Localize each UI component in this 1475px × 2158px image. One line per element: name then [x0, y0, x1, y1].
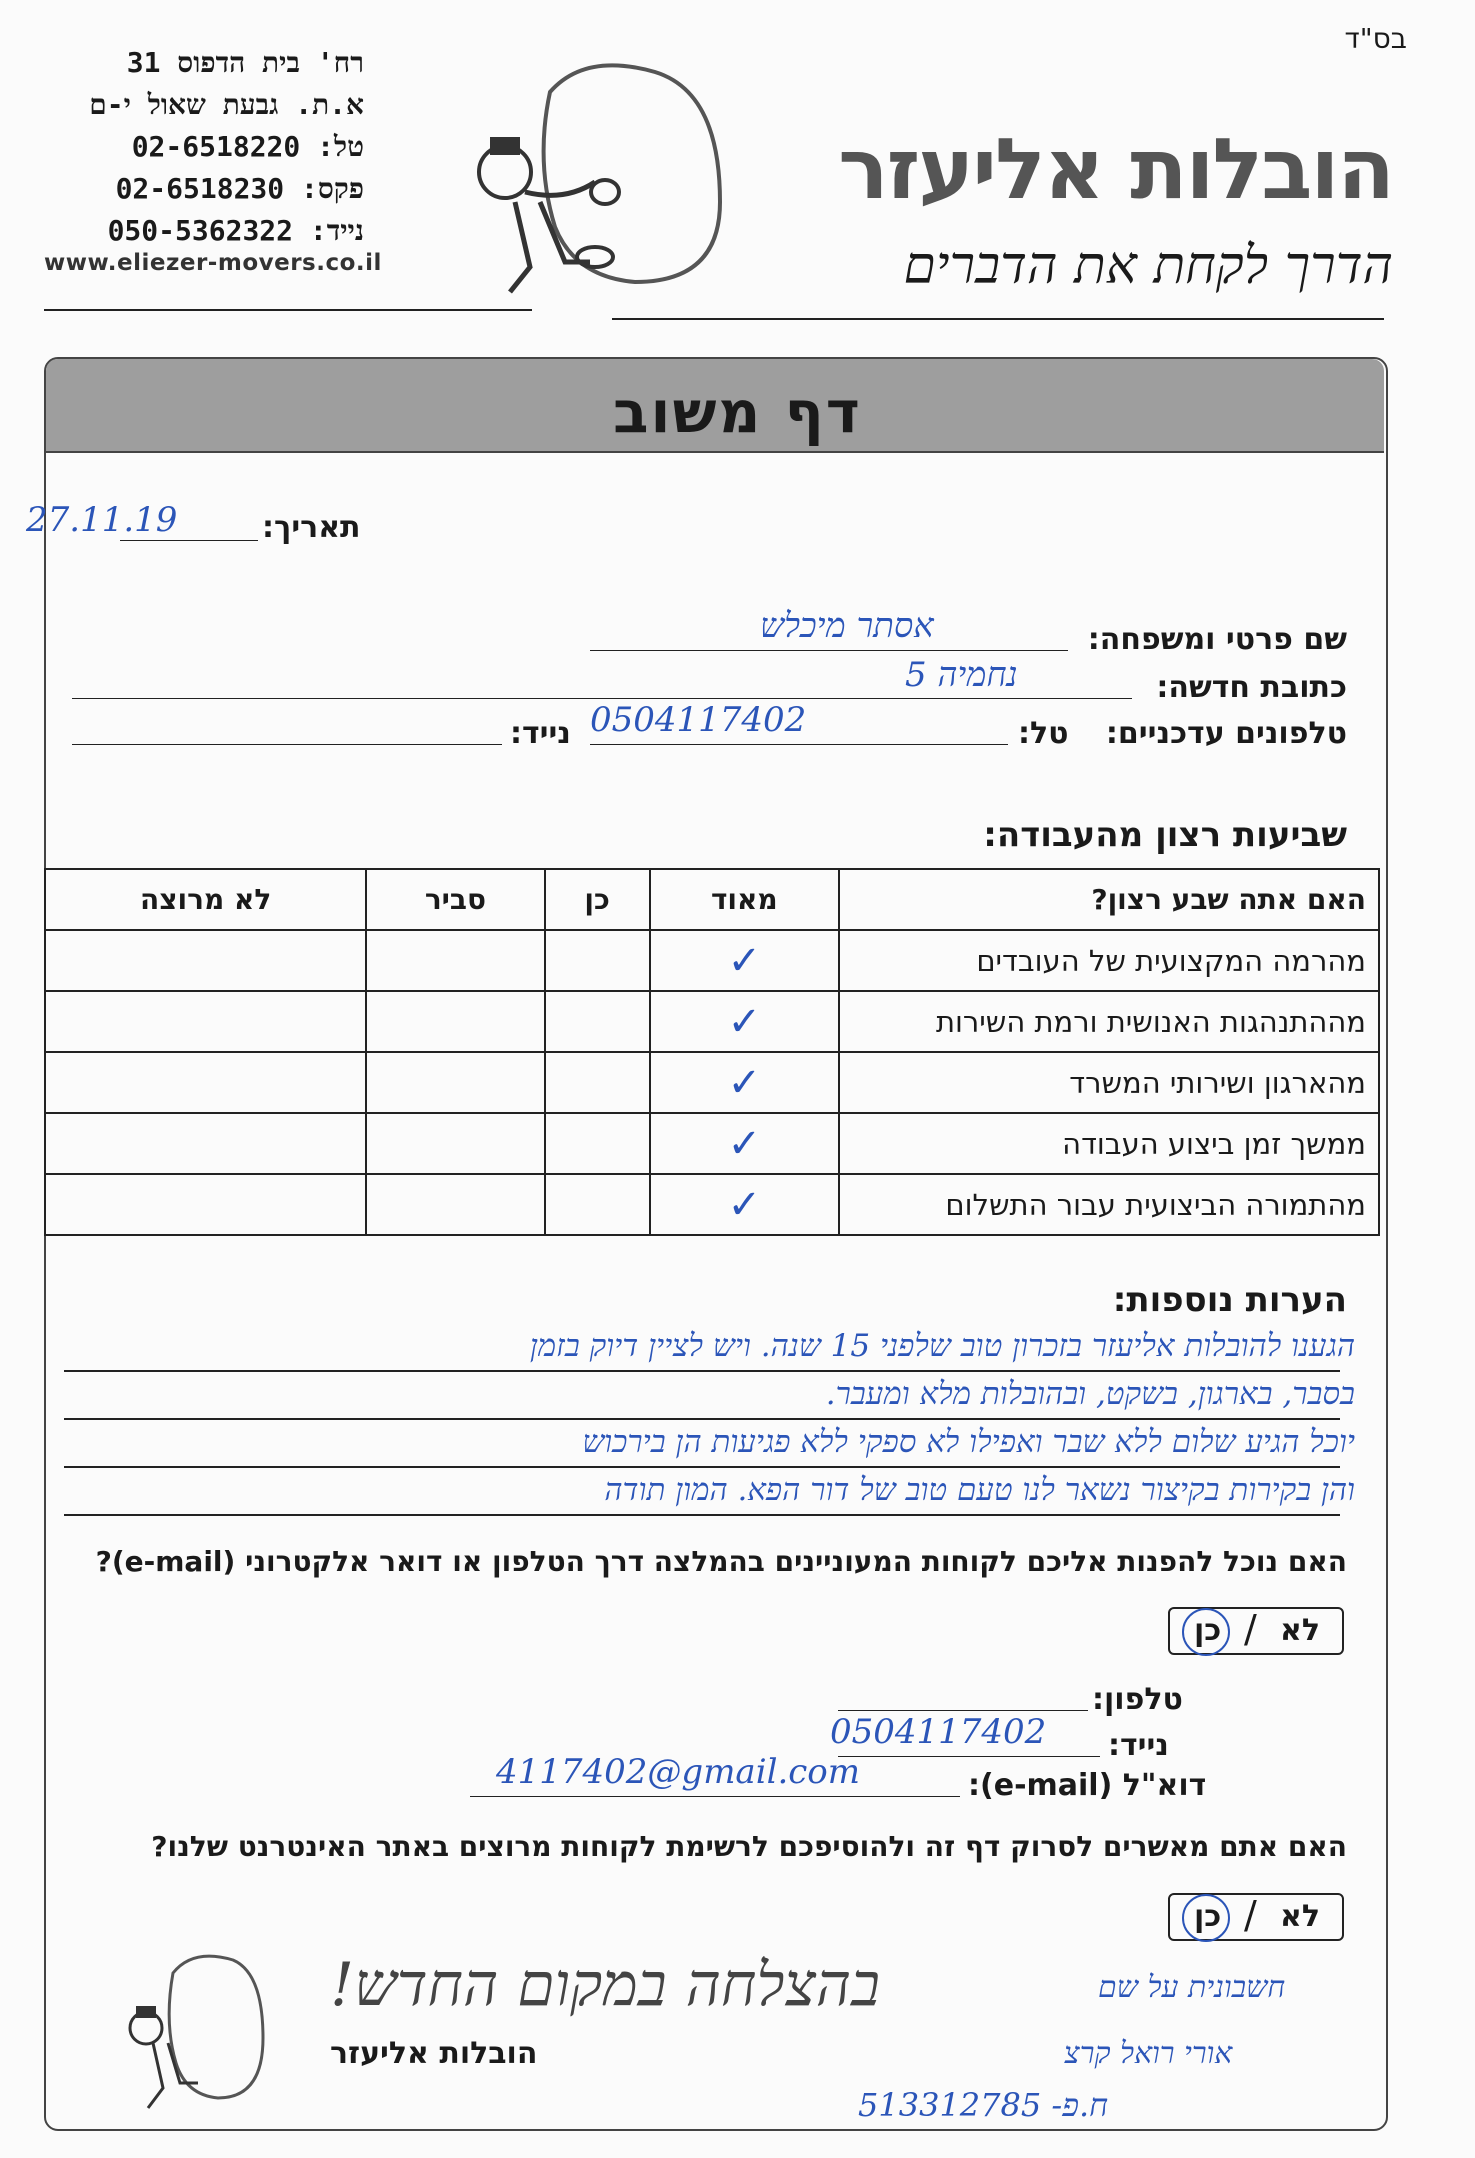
header-divider-right — [612, 318, 1384, 320]
check-cell-very[interactable]: ✓ — [650, 930, 839, 991]
question-cell: מההתנהגות האנושית ורמת השירות — [839, 991, 1379, 1052]
check-cell-not-satisfied[interactable] — [45, 991, 366, 1052]
mobile-number: נייד: 050-5362322 — [107, 214, 364, 247]
referral-phone-line — [838, 1710, 1088, 1711]
table-row — [45, 1052, 1379, 1113]
referral-mobile-value[interactable]: 0504117402 — [830, 1712, 1047, 1752]
question-cell: מהתמורה הביצועית עבור התשלום — [839, 1174, 1379, 1235]
note-line-2 — [64, 1418, 1340, 1420]
referral-phone-label: טלפון: — [1092, 1682, 1183, 1717]
table-row — [45, 1174, 1379, 1235]
check-cell-not-satisfied[interactable] — [45, 930, 366, 991]
notes-heading: הערות נוספות: — [1112, 1280, 1347, 1320]
satisfaction-heading: שביעות רצון מהעבודה: — [983, 815, 1347, 855]
referral-question: האם נוכל להפנות אליכם לקוחות המעוניינים בהמלצה דרך הטלפון או דואר אלקטרוני (e-mail)? — [95, 1545, 1347, 1578]
referral-mobile-line — [838, 1756, 1100, 1757]
name-label: שם פרטי ומשפחה: — [1087, 622, 1347, 657]
address-line — [72, 698, 1132, 699]
check-cell-reasonable[interactable] — [366, 1052, 544, 1113]
table-row — [45, 991, 1379, 1052]
name-value[interactable]: אסתר מיכלש — [760, 606, 934, 646]
tel-line — [590, 744, 1008, 745]
yes-option[interactable]: כן — [1194, 1899, 1222, 1934]
note-line-4 — [64, 1514, 1340, 1516]
table-row — [45, 930, 1379, 991]
check-cell-very[interactable]: ✓ — [650, 1174, 839, 1235]
referral-email-value[interactable]: 4117402@gmail.com — [496, 1752, 861, 1792]
option-separator: / — [1244, 1893, 1257, 1937]
invoice-note-line-1[interactable]: חשבונית על שם — [1098, 1970, 1286, 2005]
question-cell: מהארגון ושירותי המשרד — [839, 1052, 1379, 1113]
question-cell: מהרמה המקצועית של העובדים — [839, 930, 1379, 991]
check-cell-yes[interactable] — [545, 1052, 650, 1113]
check-cell-reasonable[interactable] — [366, 930, 544, 991]
mobile-label: נייד: — [510, 716, 571, 751]
referral-email-label: דוא"ל (e-mail): — [968, 1768, 1207, 1803]
phone-number: טל: 02-6518220 — [131, 130, 364, 163]
note-line-1 — [64, 1370, 1340, 1372]
check-cell-not-satisfied[interactable] — [45, 1052, 366, 1113]
column-header-not-satisfied: לא מרוצה — [45, 869, 366, 930]
no-option[interactable]: לא — [1280, 1613, 1320, 1648]
referral-mobile-label: נייד: — [1108, 1728, 1169, 1763]
check-cell-yes[interactable] — [545, 1113, 650, 1174]
check-cell-very[interactable]: ✓ — [650, 1113, 839, 1174]
check-cell-yes[interactable] — [545, 991, 650, 1052]
column-header-question: האם אתה שבע רצון? — [839, 869, 1379, 930]
check-cell-reasonable[interactable] — [366, 991, 544, 1052]
contact-block — [44, 42, 364, 252]
check-cell-very[interactable]: ✓ — [650, 991, 839, 1052]
note-line-3 — [64, 1466, 1340, 1468]
mobile-line — [72, 744, 502, 745]
fax-number: פקס: 02-6518230 — [115, 172, 364, 205]
company-slogan: הדרך לקחת את הדברים — [903, 236, 1393, 296]
note-text-4[interactable]: והן בקירות בקיצור נשאר לנו טעם טוב של דור הפא. המון תודה — [604, 1472, 1355, 1508]
invoice-note-line-3[interactable]: ח.פ- 513312785 — [858, 2086, 1109, 2124]
name-line — [590, 650, 1068, 651]
website-consent-question: האם אתם מאשרים לסרוק דף זה ולהוסיפכם לרשימת לקוחות מרוצים באתר האינטרנט שלנו? — [151, 1830, 1347, 1863]
mover-mascot-logo — [455, 52, 735, 312]
yes-option[interactable]: כן — [1194, 1613, 1222, 1648]
referral-email-line — [470, 1796, 960, 1797]
tel-label: טל: — [1018, 716, 1069, 751]
table-row — [45, 1113, 1379, 1174]
website-link[interactable]: www.eliezer-movers.co.il — [44, 250, 382, 276]
mover-mascot-small-logo — [118, 1948, 268, 2118]
no-option[interactable]: לא — [1280, 1899, 1320, 1934]
column-header-very: מאוד — [650, 869, 839, 930]
check-cell-not-satisfied[interactable] — [45, 1174, 366, 1235]
check-cell-yes[interactable] — [545, 1174, 650, 1235]
good-luck-message: בהצלחה במקום החדש! — [330, 1950, 880, 2020]
check-cell-yes[interactable] — [545, 930, 650, 991]
invoice-note-line-2[interactable]: אורי רואל קרצ — [1064, 2036, 1233, 2071]
note-text-3[interactable]: יוכל הגיע שלום ללא שבר ואפילו לא ספקי ללא פגיעות הן בירכוש — [582, 1424, 1355, 1460]
form-title: דף משוב — [613, 378, 862, 446]
bsd-mark: בס"ד — [1344, 22, 1407, 55]
address-line-1: רח' בית הדפוס 31 — [126, 46, 364, 79]
date-label: תאריך: — [262, 510, 361, 545]
date-line — [120, 540, 258, 541]
satisfaction-table — [44, 868, 1380, 1236]
address-line-2: א.ת. גבעת שאול י-ם — [89, 88, 364, 121]
address-value[interactable]: נחמיה 5 — [905, 655, 1018, 695]
column-header-yes: כן — [545, 869, 650, 930]
question-cell: ממשך זמן ביצוע העבודה — [839, 1113, 1379, 1174]
address-label: כתובת חדשה: — [1156, 670, 1347, 705]
column-header-reasonable: סביר — [366, 869, 544, 930]
phones-label: טלפונים עדכניים: — [1105, 716, 1347, 751]
note-text-1[interactable]: הגענו להובלות אליעזר בזכרון טוב שלפני 15 שנה. ויש לציין דיוק בזמן — [529, 1328, 1355, 1364]
date-value[interactable]: 27.11.19 — [26, 500, 178, 540]
company-name: הובלות אליעזר — [838, 120, 1393, 218]
check-cell-reasonable[interactable] — [366, 1174, 544, 1235]
footer-company-name: הובלות אליעזר — [330, 2036, 538, 2071]
option-separator: / — [1244, 1607, 1257, 1651]
check-cell-reasonable[interactable] — [366, 1113, 544, 1174]
check-cell-very[interactable]: ✓ — [650, 1052, 839, 1113]
note-text-2[interactable]: בסבר, בארגון, בשקט, ובהובלות מלא ומעבר. — [825, 1376, 1355, 1412]
table-header-row — [45, 869, 1379, 930]
check-cell-not-satisfied[interactable] — [45, 1113, 366, 1174]
header-divider-left — [44, 309, 532, 311]
consent-yes-no-box[interactable] — [1168, 1893, 1344, 1941]
referral-yes-no-box[interactable] — [1168, 1607, 1344, 1655]
mobile-value[interactable]: 0504117402 — [590, 700, 807, 740]
